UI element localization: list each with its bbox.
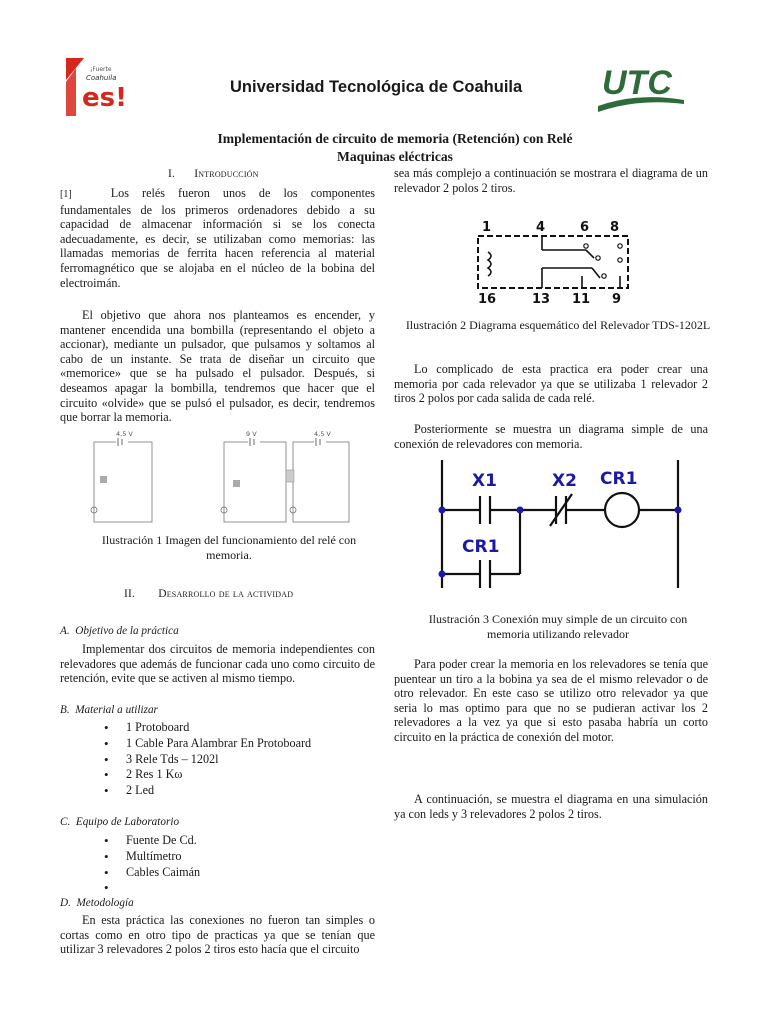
list-item: • 2 Led — [90, 783, 370, 799]
intro-paragraph-2: El objetivo que ahora nos planteamos es encender, y mantener encendida una bombilla (representando el objeto a accionar), mediante un pulsador, que pulsamos y soltamos al cabo de un instante. Se trata de diseñar un circuito que «memorice» que se ha pulsado el pulsador. Después, si deseamos apagar la bombilla, tendremos que hacer que el circuito «olvide» que se pulsó el pulsador, es decir, tendremos que borrar la memoria. — [60, 308, 375, 425]
figure-2-relay-schematic — [474, 218, 634, 308]
list-item: • Fuente De Cd. — [90, 833, 370, 849]
left-logo-line1: ¡Fuerte — [90, 66, 112, 73]
right-paragraph-2: Posteriormente se muestra un diagrama simple de una conexión de relevadores con memoria. — [394, 422, 708, 451]
subsection-c-label: C. — [60, 816, 71, 828]
right-paragraph-4: A continuación, se muestra el diagrama en una simulación ya con leds y 3 relevadores 2 polos 2 tiros. — [394, 792, 708, 821]
document-title — [150, 130, 640, 166]
university-name: Universidad Tecnológica de Coahuila — [230, 78, 523, 96]
subsection-a-title: Objetivo de la práctica — [75, 625, 179, 637]
fig3-label-x1: X1 — [472, 471, 497, 491]
reference-marker: [1] — [60, 189, 72, 200]
section-2-heading — [124, 588, 293, 600]
fig2-bottom-pin-4: 9 — [612, 292, 622, 307]
figure-1 — [86, 428, 356, 528]
section-2-title: Desarrollo de la actividad — [158, 588, 294, 600]
left-logo — [66, 58, 132, 116]
section-2-number: II. — [124, 588, 136, 600]
intro-text-1: Los relés fueron unos de los componentes fundamentales de los primeros ordenadores debido a su capacidad de almacenar información si se los conecta adecuadamente, es decir, se utilizaban como memorias: las llamadas memorias de ferrita hacen referencia al material ferromagnético que se alojaba en el núcleo de la bobina del electroimán. — [60, 186, 376, 290]
objective-paragraph: Implementar dos circuitos de memoria independientes con relevadores que además de funcionar cada uno como circuito de retención, evite que se activen al mismo tiempo. — [60, 642, 375, 686]
list-item: • Cables Caimán — [90, 865, 370, 881]
equipment-list — [90, 833, 370, 895]
section-1-heading — [168, 168, 259, 180]
intro-paragraph-1 — [60, 186, 375, 290]
utc-logo — [594, 56, 686, 114]
list-item: • 3 Rele Tds – 1202l — [90, 752, 370, 768]
fig2-bottom-pin-1: 16 — [478, 292, 497, 307]
right-paragraph-3: Para poder crear la memoria en los relevadores se tenía que puentear un tiro a la bobina ya sea de el mismo relevador o de otro relevador. En este caso se utilizo otro relevador ya que seria lo mas optimo para que no se pudieran activar los 2 relevadores a la vez ya que si esto pasaba habría un corto circuito en la práctica de conexión del motor. — [394, 657, 708, 744]
subsection-c-title: Equipo de Laboratorio — [75, 816, 180, 828]
list-item: • 1 Cable Para Alambrar En Protoboard — [90, 736, 370, 752]
subsection-a-label: A. — [60, 625, 70, 637]
subsection-a-heading — [60, 625, 179, 637]
utc-logo-text: UTC — [602, 64, 672, 102]
subsection-b-heading — [60, 704, 158, 716]
right-paragraph-0: sea más complejo a continuación se mostrara el diagrama de un relevador 2 polos 2 tiros. — [394, 166, 708, 195]
section-1-number: I. — [168, 168, 176, 180]
section-1-title: Introducción — [194, 168, 259, 180]
figure-3-caption: Ilustración 3 Conexión muy simple de un circuito con memoria utilizando relevador — [428, 612, 688, 641]
fig3-label-cr1-contact: CR1 — [462, 537, 500, 557]
fig1-voltage-3: 4,5 V — [314, 430, 331, 438]
figure-1-caption: Ilustración 1 Imagen del funcionamiento del relé con memoria. — [101, 533, 357, 562]
list-item — [90, 880, 370, 895]
subsection-d-heading — [60, 897, 134, 909]
subsection-d-label: D. — [60, 897, 71, 909]
left-logo-line2: Coahuila — [86, 74, 117, 82]
list-item: • 2 Res 1 Kω — [90, 767, 370, 783]
list-item: • 1 Protoboard — [90, 720, 370, 736]
list-item: • Multímetro — [90, 849, 370, 865]
fig1-voltage-1: 4,5 V — [116, 430, 133, 438]
title-line-2: Maquinas eléctricas — [337, 149, 453, 164]
right-paragraph-1: Lo complicado de esta practica era poder crear una memoria por cada relevador ya que se utilizaba 1 relevador 2 tiros 2 polos por cada salida de cada relé. — [394, 362, 708, 406]
fig2-top-pin-1: 1 — [482, 220, 492, 235]
subsection-b-label: B. — [60, 704, 70, 716]
fig3-label-cr1-coil: CR1 — [600, 469, 638, 489]
fig2-bottom-pin-3: 11 — [572, 292, 591, 307]
fig2-top-pin-2: 4 — [536, 220, 546, 235]
title-line-1: Implementación de circuito de memoria (Retención) con Relé — [217, 131, 573, 146]
methodology-paragraph: En esta práctica las conexiones no fueron tan simples o cortas como en otro tipo de practicas ya que se tenían que utilizar 3 relevadores 2 polos 2 tiros esto hacía que el circuito — [60, 913, 375, 957]
fig3-label-x2: X2 — [552, 471, 577, 491]
fig2-top-pin-3: 6 — [580, 220, 590, 235]
subsection-d-title: Metodología — [76, 897, 134, 909]
fig2-top-pin-4: 8 — [610, 220, 620, 235]
figure-2-caption: Ilustración 2 Diagrama esquemático del Relevador TDS-1202L — [405, 318, 711, 332]
figure-3-ladder-diagram — [430, 460, 690, 590]
materials-list — [90, 720, 370, 799]
subsection-b-title: Material a utilizar — [75, 704, 158, 716]
left-logo-line3: es! — [82, 83, 127, 113]
fig2-bottom-pin-2: 13 — [532, 292, 551, 307]
fig1-voltage-2: 9 V — [246, 430, 257, 438]
subsection-c-heading — [60, 816, 179, 828]
